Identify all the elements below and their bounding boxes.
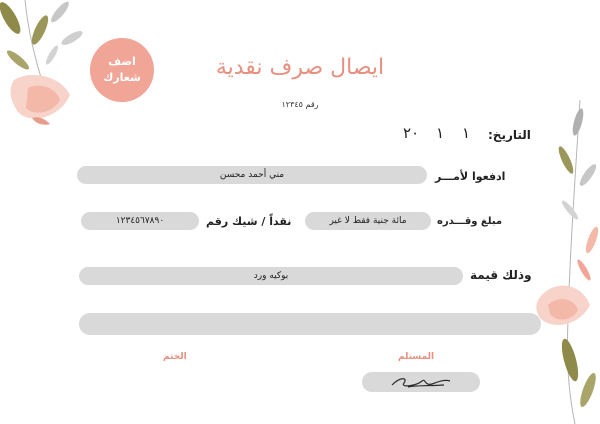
receiver-label: المستلم	[398, 352, 435, 362]
signature-field[interactable]	[362, 372, 480, 392]
cash-check-field[interactable]: ١٢٣٤٥٦٧٨٩٠	[81, 212, 199, 230]
extra-line-field[interactable]	[79, 313, 541, 335]
logo-line-1: اضف	[108, 55, 136, 68]
cash-check-label: نقداً / شيك رقم	[206, 215, 292, 228]
date-year[interactable]: ٢٠	[403, 124, 420, 142]
payee-field[interactable]: مني أحمد محسن	[77, 166, 427, 184]
right-floral-icon	[530, 100, 600, 424]
date-month[interactable]: ١	[436, 124, 445, 142]
date-day[interactable]: ١	[462, 124, 471, 142]
amount-field[interactable]: مائة جنية فقط لا غير	[305, 212, 431, 230]
amount-label: مبلغ وقـــدره	[437, 216, 503, 227]
signature-icon	[386, 373, 456, 391]
receipt-title: ايصال صرف نقدية	[215, 55, 385, 80]
receipt-number: رقم ١٢٣٤٥	[281, 100, 319, 109]
date-label: التاريخ:	[488, 128, 531, 142]
payee-label: ادفعوا لأمـــر	[435, 170, 506, 183]
stamp-label: الختم	[163, 352, 187, 362]
logo-placeholder[interactable]	[90, 38, 154, 102]
purpose-label: وذلك قيمة	[470, 268, 532, 282]
logo-line-2: شعارك	[103, 71, 141, 84]
top-left-floral-icon	[0, 0, 95, 135]
purpose-field[interactable]: بوكيه ورد	[79, 267, 463, 285]
